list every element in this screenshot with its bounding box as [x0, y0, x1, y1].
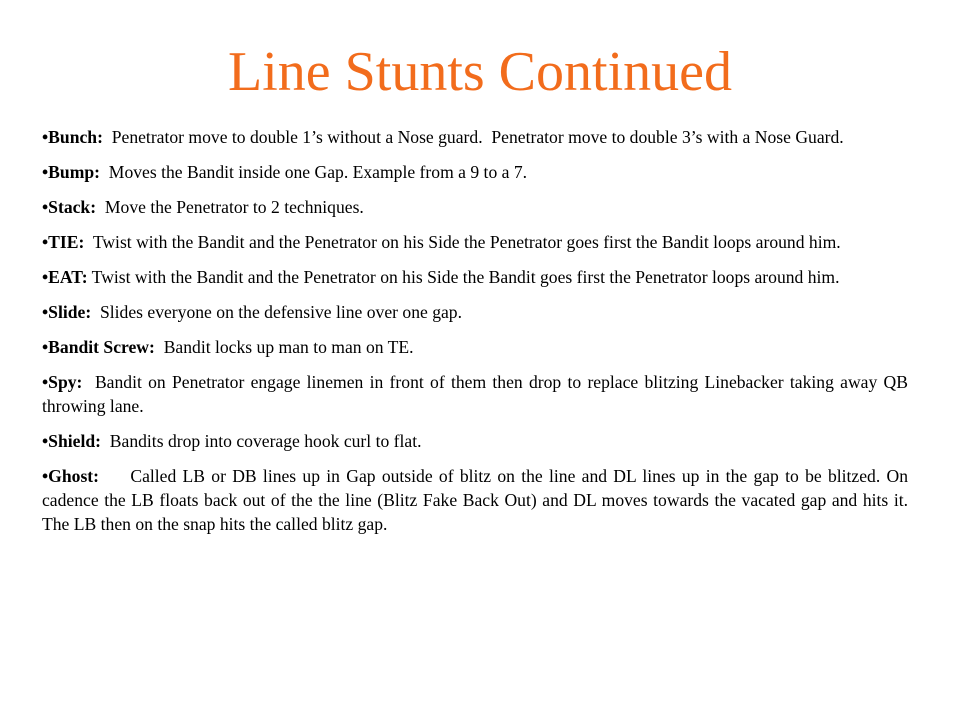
bullet-dot: • — [42, 197, 49, 217]
bullet-term: TIE: — [48, 232, 85, 252]
bullet-term: Stack: — [48, 197, 97, 217]
bullet-item — [42, 300, 908, 324]
bullet-item — [42, 195, 908, 219]
bullet-term: Ghost: — [48, 466, 100, 486]
bullet-text: Bandit locks up man to man on TE. — [154, 337, 414, 357]
bullet-text: Moves the Bandit inside one Gap. Example from a 9 to a 7. — [100, 162, 528, 182]
bullet-term: Slide: — [48, 302, 92, 322]
bullet-dot: • — [42, 162, 49, 182]
bullet-item — [42, 160, 908, 184]
bullet-dot: • — [42, 372, 49, 392]
bullet-term: Bunch: — [48, 127, 103, 147]
bullet-term: Bandit Screw: — [48, 337, 155, 357]
bullet-text: Bandits drop into coverage hook curl to flat. — [100, 431, 422, 451]
bullet-dot: • — [42, 127, 49, 147]
bullet-term: EAT: — [48, 267, 88, 287]
bullet-text: Bandit on Penetrator engage linemen in front of them then drop to replace blitzing Linebacker taking away QB throwing lane. — [42, 372, 913, 416]
bullet-item — [42, 429, 908, 453]
bullet-text: Twist with the Bandit and the Penetrator on his Side the Bandit goes first the Penetrator loops around him. — [87, 267, 840, 287]
bullet-item — [42, 370, 913, 418]
bullet-text: Move the Penetrator to 2 techniques. — [96, 197, 364, 217]
bullet-text: Slides everyone on the defensive line over one gap. — [91, 302, 463, 322]
bullet-text: Penetrator move to double 1’s without a Nose guard. Penetrator move to double 3’s with a Nose Guard. — [102, 127, 844, 147]
bullet-term: Bump: — [48, 162, 100, 182]
bullet-item — [42, 230, 908, 254]
bullet-item — [42, 265, 908, 289]
bullet-dot: • — [42, 232, 49, 252]
bullet-dot: • — [42, 302, 49, 322]
bullet-dot: • — [42, 466, 49, 486]
bullet-item — [42, 335, 908, 359]
bullet-list — [42, 125, 917, 547]
bullet-term: Shield: — [48, 431, 101, 451]
bullet-dot: • — [42, 267, 49, 287]
bullet-term: Spy: — [48, 372, 83, 392]
slide-title: Line Stunts Continued — [228, 41, 732, 103]
bullet-text: Twist with the Bandit and the Penetrator on his Side the Penetrator goes first the Bandit loops around him. — [84, 232, 841, 252]
bullet-item — [42, 464, 917, 536]
bullet-item — [42, 125, 908, 149]
bullet-dot: • — [42, 337, 49, 357]
bullet-dot: • — [42, 431, 49, 451]
bullet-text: Called LB or DB lines up in Gap outside of blitz on the line and DL lines up in the gap to be blitzed. On cadence the LB floats back out of the the line (Blitz Fake Back Out) and DL moves towards the vacated gap and hits it. The LB then on the snap hits the called blitz gap. — [42, 466, 917, 534]
